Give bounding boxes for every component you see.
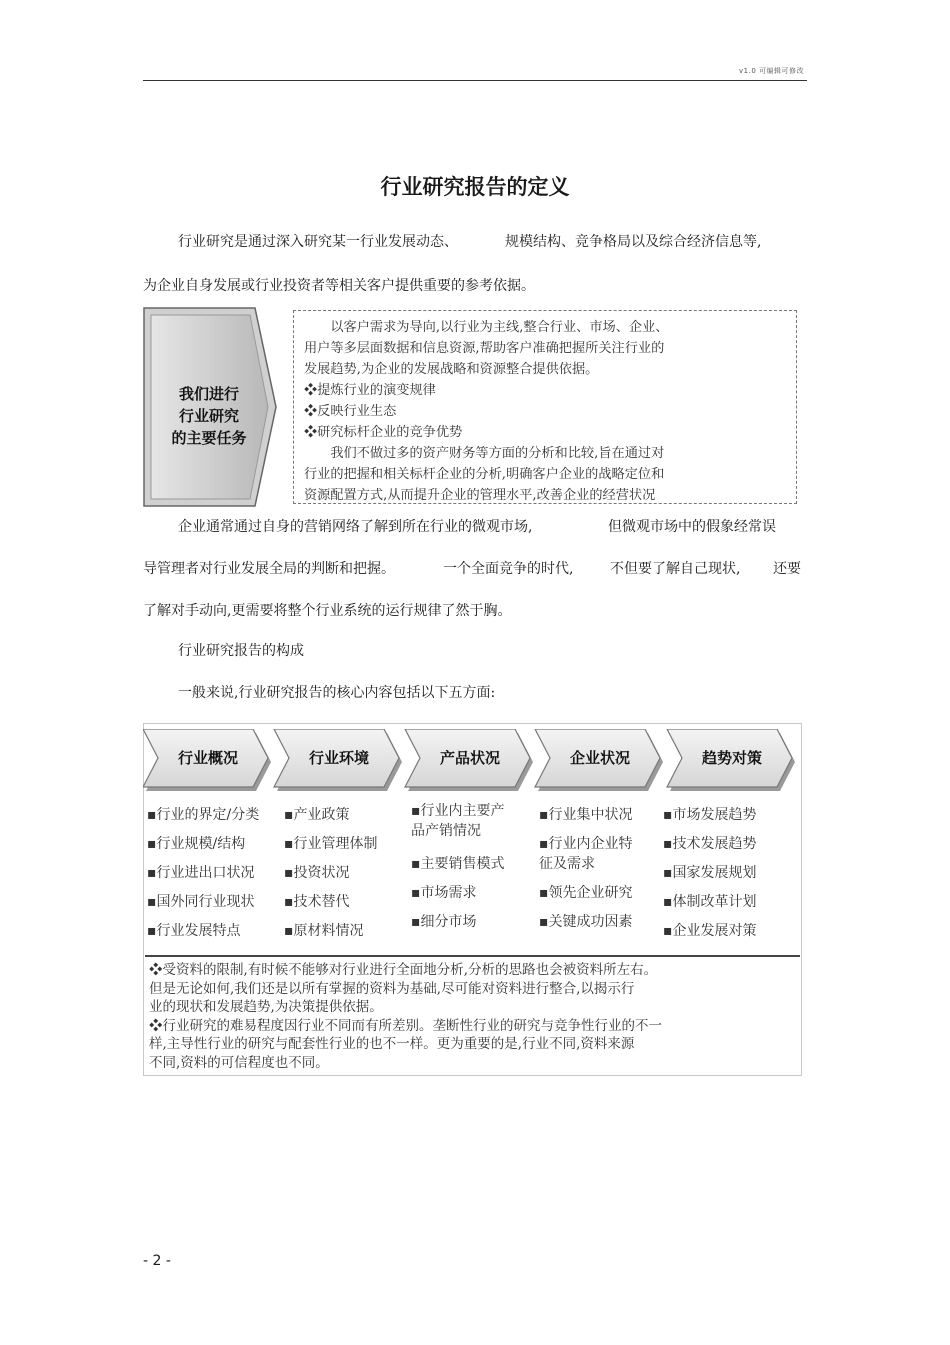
list-item: ▪市场需求 [411,885,477,901]
paragraph-2-segment-c: 不但要了解自己现状, [610,561,741,577]
task-line: 行业的把握和相关标杆企业的分析,明确客户企业的战略定位和 [304,467,665,482]
task-line: 资源配置方式,从而提升企业的管理水平,改善企业的经营状况 [304,488,656,503]
paragraph-2-part-2: 但微观市场中的假象经常误 [608,519,776,535]
list-item: ▪技术发展趋势 [663,836,757,852]
section-heading: 行业研究报告的构成 [178,643,304,659]
list-item: ▪行业内企业特 [539,836,633,852]
list-item: ▪关键成功因素 [539,914,633,930]
list-item: ▪体制改革计划 [663,894,757,910]
list-item: ▪细分市场 [411,914,477,930]
figure-2-notes [145,955,800,1075]
note-line: 不同,资料的可信程度也不同。 [149,1054,329,1071]
chevron-label-products: 产品状况 [439,749,500,767]
list-item: ▪行业集中状况 [539,807,633,823]
task-line: 用户等多层面数据和信息资源,帮助客户准确把握所关注行业的 [304,341,665,356]
column-companies [539,801,633,937]
note-line: ❖行业研究的难易程度因行业不同而有所差别。垄断性行业的研究与竞争性行业的不一 [149,1017,662,1034]
list-item: ▪国家发展规划 [663,865,757,881]
notes-text [149,961,799,1072]
research-tasks-label [155,383,263,449]
task-line: ❖提炼行业的演变规律 [304,383,436,398]
figure-research-tasks [143,307,800,508]
research-tasks-box [293,310,797,504]
list-item: ▪行业的界定/分类 [147,807,260,823]
column-environment [284,801,378,946]
page-title: 行业研究报告的定义 [380,174,570,199]
list-item: ▪行业进出口状况 [147,865,255,881]
task-line: 以客户需求为导向,以行业为主线,整合行业、市场、企业、 [304,320,669,335]
task-line: 发展趋势,为企业的发展战略和资源整合提供依据。 [304,362,599,377]
list-item: ▪技术替代 [284,894,350,910]
header-rule [143,80,807,81]
paragraph-1-line-2: 为企业自身发展或行业投资者等相关客户提供重要的参考依据。 [143,278,535,294]
list-item: ▪产业政策 [284,807,350,823]
note-line: 业的现状和发展趋势,为决策提供依据。 [149,999,383,1015]
list-item: ▪投资状况 [284,865,350,881]
label-line-1: 我们进行 [178,385,239,403]
list-item: ▪行业内主要产 [411,803,505,819]
paragraph-3: 一般来说,行业研究报告的核心内容包括以下五方面: [178,685,496,701]
label-line-2: 行业研究 [178,407,239,425]
chevron-label-trends: 趋势对策 [701,749,762,767]
task-line: 我们不做过多的资产财务等方面的分析和比较,旨在通过对 [304,446,665,461]
list-item: ▪市场发展趋势 [663,807,757,823]
list-item-continued: 品产销情况 [411,823,481,839]
task-line: ❖反映行业生态 [304,404,397,419]
page-number: - 2 - [143,1253,171,1269]
label-line-3: 的主要任务 [171,429,247,447]
header-note: v1.0 可编辑可修改 [739,67,804,75]
column-overview [147,801,259,946]
list-item: ▪行业发展特点 [147,923,241,939]
list-item: ▪行业规模/结构 [147,836,246,852]
chevron-label-overview: 行业概况 [177,749,238,767]
figure-report-components [143,723,802,1076]
column-trends [663,801,757,946]
chevron-label-environment: 行业环境 [308,749,369,767]
paragraph-2-segment-a: 导管理者对行业发展全局的判断和把握。 [143,561,395,577]
column-products [411,801,505,937]
list-item: ▪原材料情况 [284,923,364,939]
note-line: 但是无论如何,我们还是以所有掌握的资料为基础,尽可能对资料进行整合,以揭示行 [149,980,635,997]
research-tasks-text [304,317,790,506]
list-item: ▪企业发展对策 [663,923,757,939]
task-line: ❖研究标杆企业的竞争优势 [304,425,463,440]
note-line: ❖受资料的限制,有时候不能够对行业进行全面地分析,分析的思路也会被资料所左右。 [149,962,658,978]
list-item: ▪领先企业研究 [539,885,633,901]
chevron-label-companies: 企业状况 [569,749,630,767]
list-item: ▪国外同行业现状 [147,894,255,910]
list-item-continued: 征及需求 [539,856,595,872]
paragraph-1-part-2: 规模结构、竞争格局以及综合经济信息等, [505,234,762,250]
paragraph-2-line-3: 了解对手动向,更需要将整个行业系统的运行规律了然于胸。 [143,603,512,619]
paragraph-1-part-1: 行业研究是通过深入研究某一行业发展动态、 [178,234,458,250]
list-item: ▪主要销售模式 [411,856,505,872]
list-item: ▪行业管理体制 [284,836,378,852]
paragraph-2-segment-b: 一个全面竞争的时代, [443,561,574,577]
paragraph-2-part-1: 企业通常通过自身的营销网络了解到所在行业的微观市场, [178,519,533,535]
note-line: 样,主导性行业的研究与配套性行业的也不一样。更为重要的是,行业不同,资料来源 [149,1036,635,1052]
paragraph-2-segment-d: 还要 [773,561,801,577]
